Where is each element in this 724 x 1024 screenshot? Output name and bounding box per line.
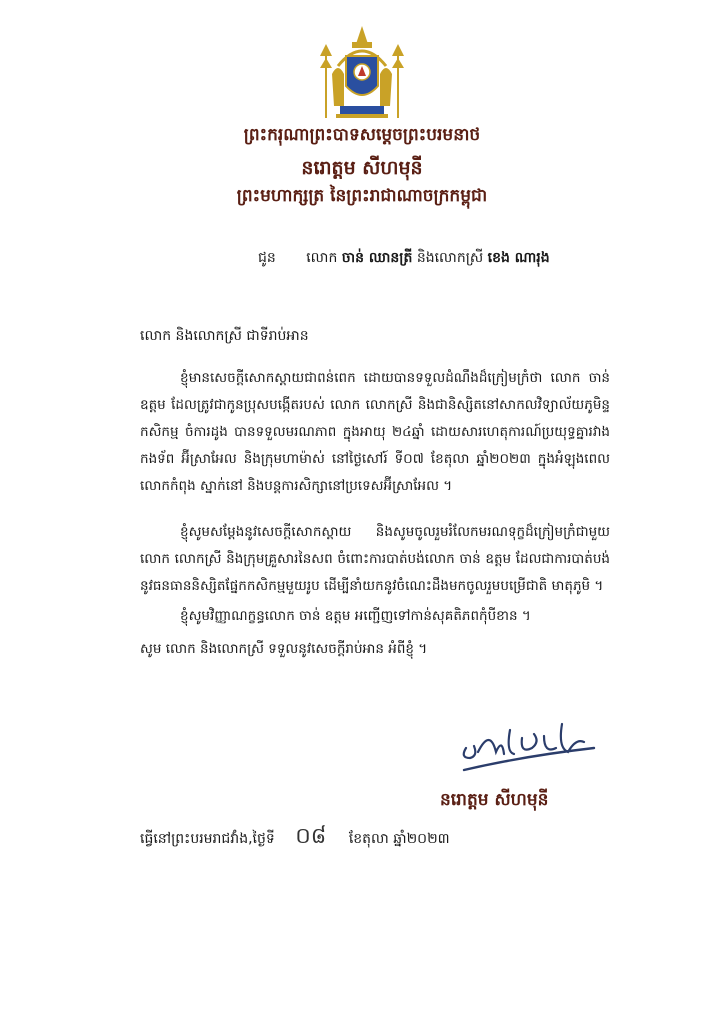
royal-coat-of-arms-icon xyxy=(312,22,412,122)
date-suffix: ខែតុលា ឆ្នាំ២០២៣ xyxy=(348,831,450,847)
body-paragraph: ខ្ញុំសូមសម្តែងនូវសេចក្តីសោកស្តាយ និងសូមចូលរួមរំលែកមរណទុក្ខដ៏ក្រៀមក្រំជាមួយ លោក លោកស្រី និងក្រុមគ្រួសារនៃសព ចំពោះការបាត់បង់លោក ចាន់ ឧត្តម ដែលជាការបាត់បង់ នូវធនធាននិស្សិតផ្នែកកសិកម្មមួយរូប ដើម្បីនាំយកនូវចំណេះដឹងមកចូលរួមបម្រើជាតិ មាតុភូមិ ។ xyxy=(140,524,610,594)
body-paragraph: ខ្ញុំសូមវិញ្ញាណក្ខន្ធលោក ចាន់ ឧត្តម អញ្ជើញទៅកាន់សុគតិភពកុំបីខាន ។ xyxy=(180,608,531,624)
addressee-prefix: លោក xyxy=(306,250,338,266)
date-day: ០៨ xyxy=(295,824,327,849)
addressee-and-label: និងលោកស្រី xyxy=(416,250,484,266)
handwritten-signature xyxy=(444,708,614,780)
letterhead-king-name: នរោត្តម សីហមុនី xyxy=(301,157,423,179)
addressee-to-label: ជូន xyxy=(258,250,276,266)
date-prefix: ធ្វើនៅព្រះបរមរាជវាំង,ថ្ងៃទី xyxy=(140,831,275,847)
letterhead-title-line: ព្រះករុណាព្រះបាទសម្តេចព្រះបរមនាថ xyxy=(243,125,481,145)
addressee-name-2: ខេង ណារុង xyxy=(487,250,550,266)
salutation: លោក និងលោកស្រី ជាទីរាប់អាន xyxy=(140,328,309,344)
date-line xyxy=(140,822,450,854)
body-paragraph: សូម លោក និងលោកស្រី ទទួលនូវសេចក្តីរាប់អាន អំពីខ្ញុំ ។ xyxy=(140,641,428,657)
addressee-name-1: ចាន់ ឈានត្រី xyxy=(341,250,413,266)
letterhead-subtitle-line: ព្រះមហាក្សត្រ នៃព្រះរាជាណាចក្រកម្ពុជា xyxy=(236,186,488,206)
signer-name: នរោត្តម សីហមុនី xyxy=(440,790,549,810)
addressee-line xyxy=(258,248,550,269)
body-paragraph: ខ្ញុំមានសេចក្តីសោកស្តាយជាពន់ពេក ដោយបានទទួលដំណឹងដ៏ក្រៀមក្រំថា លោក ចាន់ ឧត្តម ដែលត្រូវជាកូនប្រុសបង្កើតរបស់ លោក លោកស្រី និងជានិស្សិតនៅសាកលវិទ្យាល័យភូមិន្ទកសិកម្ម ចំការដូង បានទទួលមរណភាព ក្នុងអាយុ ២៤ឆ្នាំ ដោយសារហេតុការណ៍ប្រយុទ្ធគ្នារវាងកងទ័ព អ៊ីស្រាអែល និងក្រុមហាម៉ាស់ នៅថ្ងៃសៅរ៍ ទី០៧ ខែតុលា ឆ្នាំ២០២៣ ក្នុងអំឡុងពេលលោកកំពុង ស្នាក់នៅ និងបន្តការសិក្សានៅប្រទេសអ៊ីស្រាអែល ។ xyxy=(140,370,610,494)
